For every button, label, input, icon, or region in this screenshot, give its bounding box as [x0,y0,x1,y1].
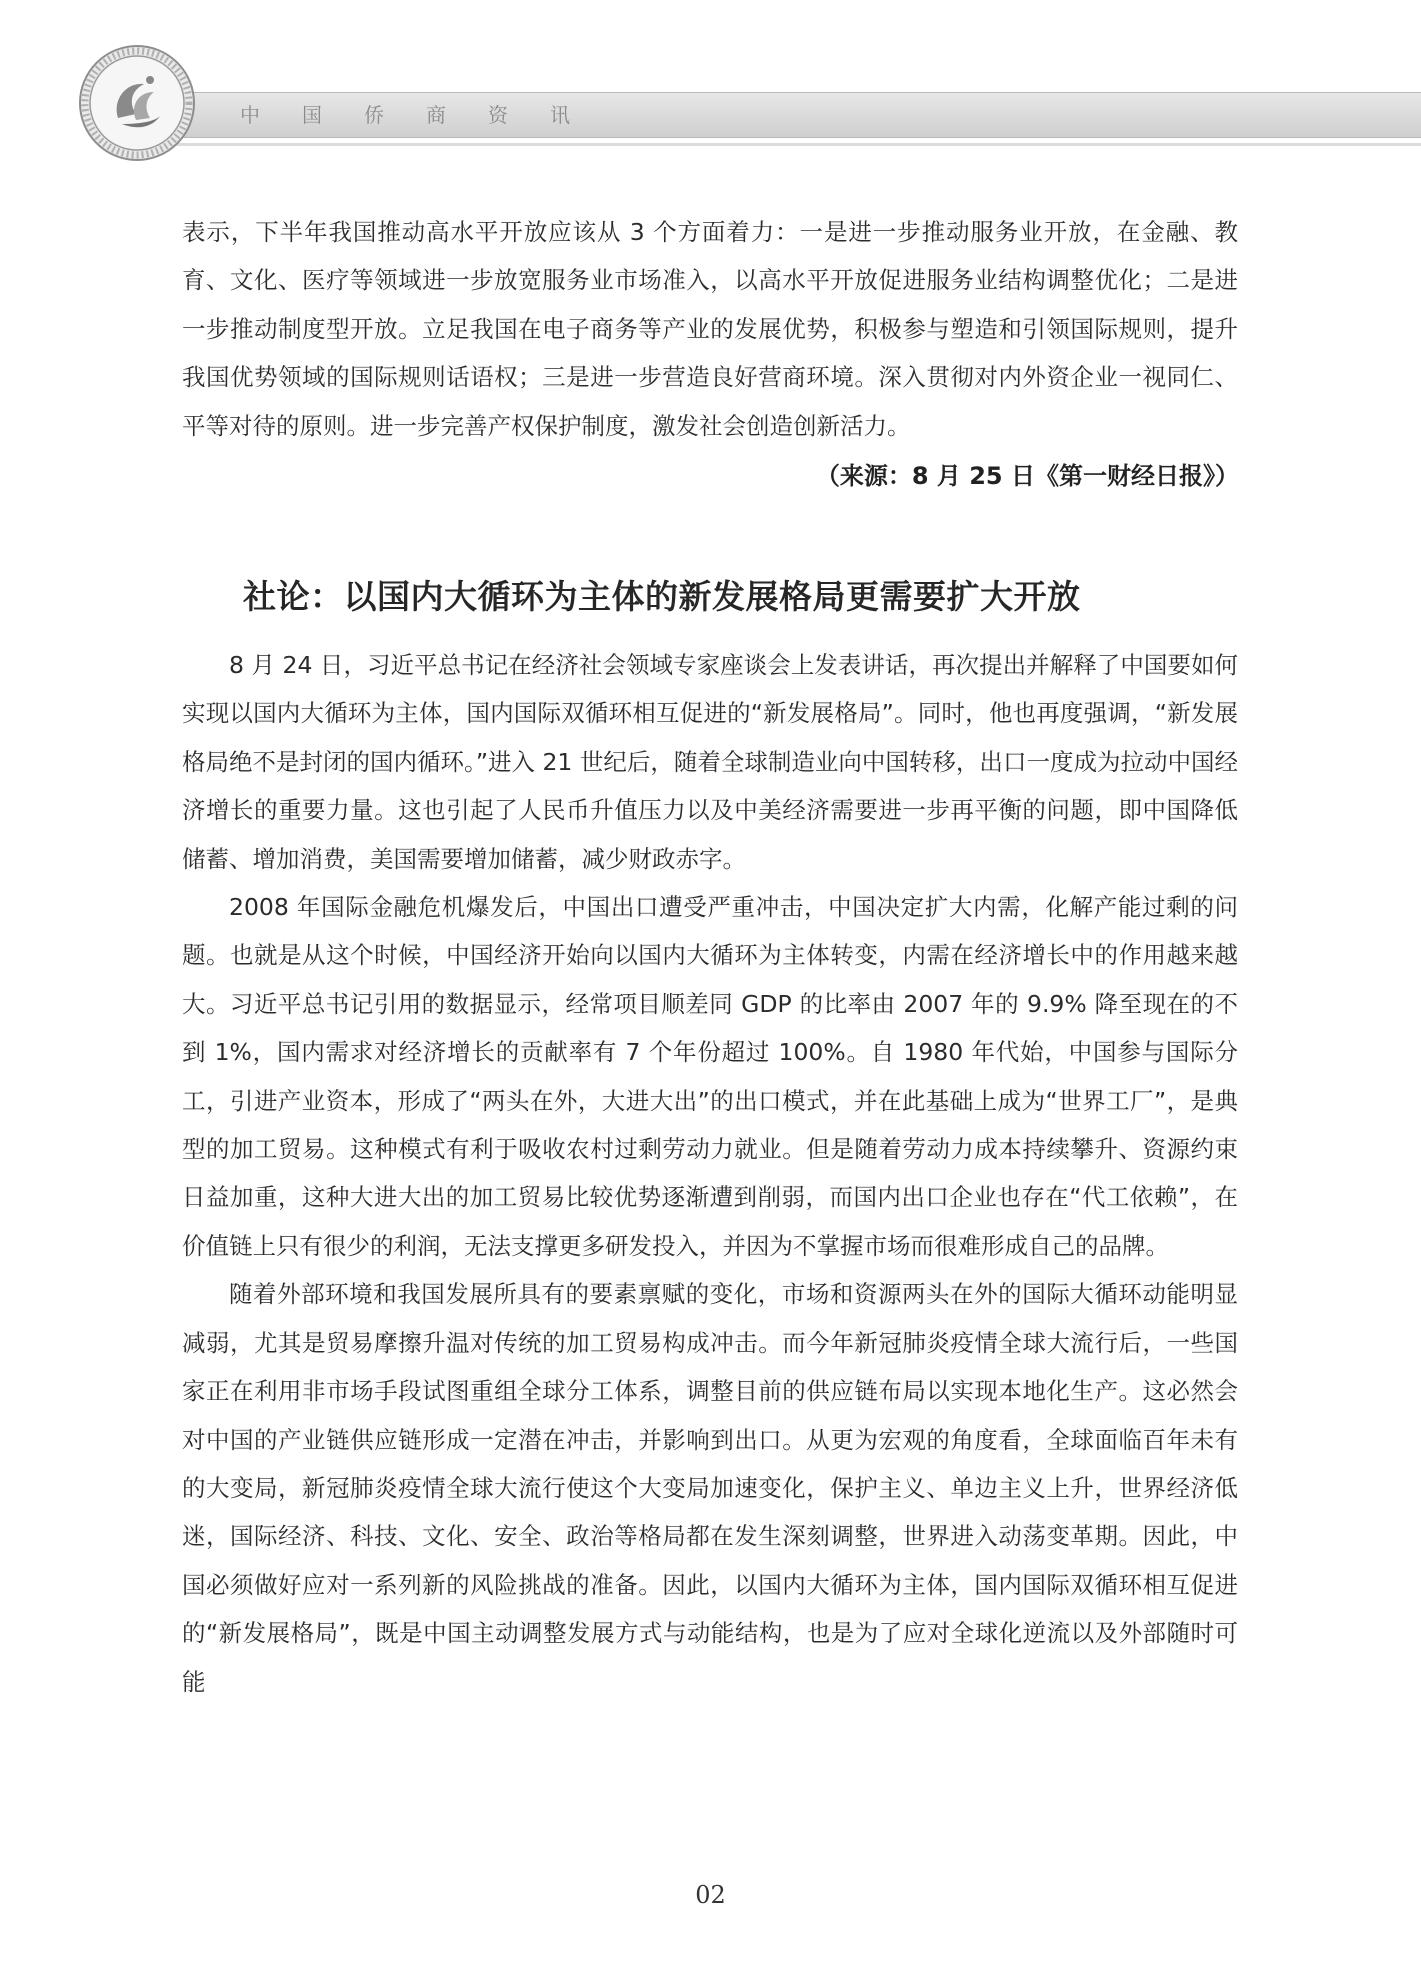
federation-logo [78,44,196,162]
article-paragraph-2: 2008 年国际金融危机爆发后，中国出口遭受严重冲击，中国决定扩大内需，化解产能过剩的问题。也就是从这个时候，中国经济开始向以国内大循环为主体转变，内需在经济增长中的作用越来越大。习近平总书记引用的数据显示，经常项目顺差同 GDP 的比率由 2007 年的 9.9% 降至现在的不到 1%，国内需求对经济增长的贡献率有 7 个年份超过 100%。自 1980 年代始，中国参与国际分工，引进产业资本，形成了“两头在外，大进大出”的出口模式，并在此基础上成为“世界工厂”，是典型的加工贸易。这种模式有利于吸收农村过剩劳动力就业。但是随着劳动力成本持续攀升、资源约束日益加重，这种大进大出的加工贸易比较优势逐渐遭到削弱，而国内出口企业也存在“代工依赖”，在价值链上只有很少的利润，无法支撑更多研发投入，并因为不掌握市场而很难形成自己的品牌。 [182,893,1238,1260]
article-paragraph-1: 8 月 24 日，习近平总书记在经济社会领域专家座谈会上发表讲话，再次提出并解释了中国要如何实现以国内大循环为主体，国内国际双循环相互促进的“新发展格局”。同时，他也再度强调，“新发展格局绝不是封闭的国内循环。”进入 21 世纪后，随着全球制造业向中国转移，出口一度成为拉动中国经济增长的重要力量。这也引起了人民币升值压力以及中美经济需要进一步再平衡的问题，即中国降低储蓄、增加消费，美国需要增加储蓄，减少财政赤字。 [182,651,1238,873]
source-citation: （来源：8 月 25 日《第一财经日报》） [815,462,1239,490]
article-paragraph-3: 随着外部环境和我国发展所具有的要素禀赋的变化，市场和资源两头在外的国际大循环动能明显减弱，尤其是贸易摩擦升温对传统的加工贸易构成冲击。而今年新冠肺炎疫情全球大流行后，一些国家正在利用非市场手段试图重组全球分工体系，调整目前的供应链布局以实现本地化生产。这必然会对中国的产业链供应链形成一定潜在冲击，并影响到出口。从更为宏观的角度看，全球面临百年未有的大变局，新冠肺炎疫情全球大流行使这个大变局加速变化，保护主义、单边主义上升，世界经济低迷，国际经济、科技、文化、安全、政治等格局都在发生深刻调整，世界进入动荡变革期。因此，中国必须做好应对一系列新的风险挑战的准备。因此，以国内大循环为主体，国内国际双循环相互促进的“新发展格局”，既是中国主动调整发展方式与动能结构，也是为了应对全球化逆流以及外部随时可能 [182,1280,1238,1696]
publication-title: 中国侨商资讯 [240,103,612,127]
page-number: 02 [695,1881,726,1909]
intro-paragraph: 表示，下半年我国推动高水平开放应该从 3 个方面着力：一是进一步推动服务业开放，在金融、教育、文化、医疗等领域进一步放宽服务业市场准入，以高水平开放促进服务业结构调整优化；二是进一步推动制度型开放。立足我国在电子商务等产业的发展优势，积极参与塑造和引领国际规则，提升我国优势领域的国际规则话语权；三是进一步营造良好营商环境。深入贯彻对内外资企业一视同仁、平等对待的原则。进一步完善产权保护制度，激发社会创造创新活力。 [182,218,1238,440]
article-body [182,641,1238,1706]
article-heading: 社论：以国内大循环为主体的新发展格局更需要扩大开放 [243,577,1081,616]
intro-block [182,208,1238,450]
